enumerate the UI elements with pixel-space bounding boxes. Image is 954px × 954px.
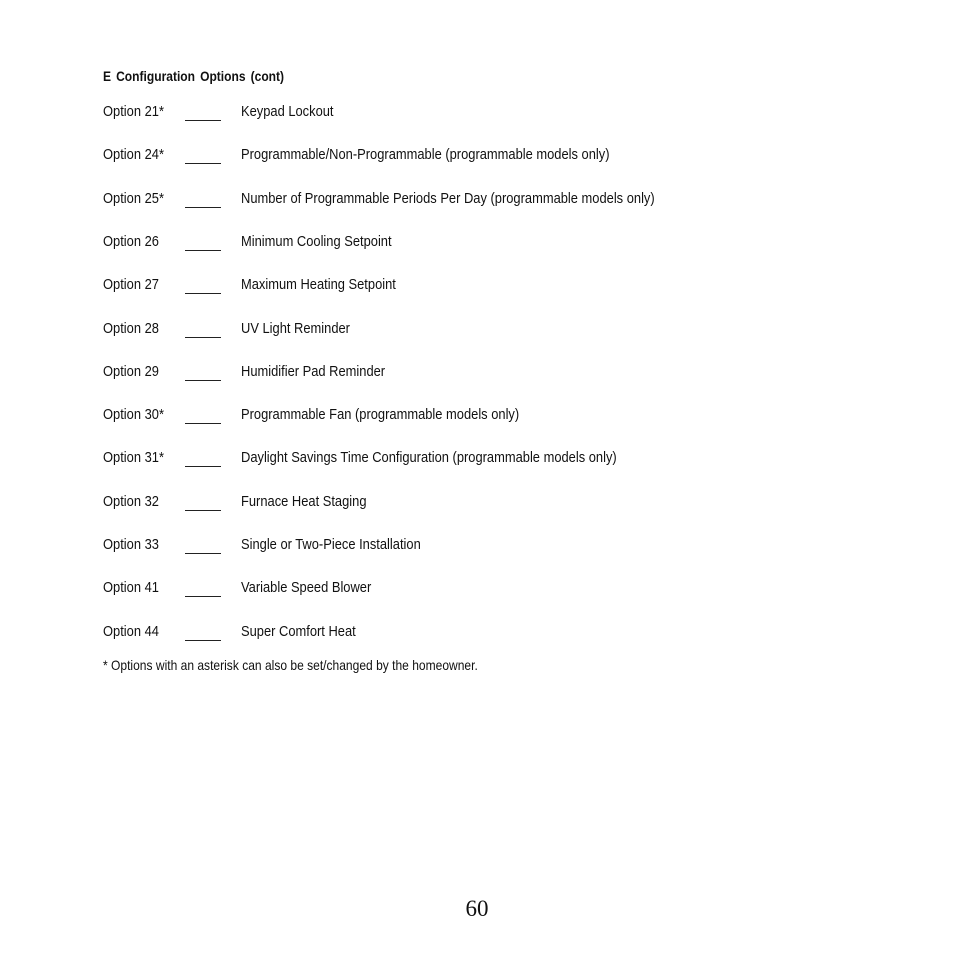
option-description: Humidifier Pad Reminder	[241, 362, 386, 380]
option-number: Option 28	[103, 319, 159, 337]
option-value-blank	[185, 250, 221, 251]
option-description: Variable Speed Blower	[241, 579, 372, 597]
option-value-blank	[185, 380, 221, 381]
option-row	[0, 493, 954, 533]
footnote: * Options with an asterisk can also be set/changed by the homeowner.	[103, 657, 478, 673]
option-description: Keypad Lockout	[241, 103, 334, 120]
option-value-blank	[185, 337, 221, 338]
option-number: Option 31*	[103, 449, 164, 467]
option-value-blank	[185, 120, 221, 121]
option-value-blank	[185, 466, 221, 467]
option-row	[0, 190, 954, 230]
option-description: Daylight Savings Time Configuration (programmable models only)	[241, 449, 617, 467]
option-description: Single or Two-Piece Installation	[241, 536, 421, 553]
option-number: Option 21*	[103, 103, 164, 120]
option-value-blank	[185, 163, 221, 164]
option-value-blank	[185, 293, 221, 294]
option-row	[0, 406, 954, 446]
option-row	[0, 103, 954, 143]
option-row	[0, 363, 954, 403]
option-description: Programmable/Non-Programmable (programmable models only)	[241, 146, 610, 164]
option-description: Number of Programmable Periods Per Day (programmable models only)	[241, 189, 655, 207]
option-number: Option 27	[103, 276, 159, 294]
option-description: Furnace Heat Staging	[241, 492, 367, 510]
option-row	[0, 276, 954, 316]
option-value-blank	[185, 423, 221, 424]
option-row	[0, 449, 954, 489]
page-title: E Configuration Options (cont)	[103, 68, 285, 84]
option-value-blank	[185, 596, 221, 597]
option-number: Option 25*	[103, 189, 164, 207]
option-row	[0, 579, 954, 619]
option-description: Programmable Fan (programmable models only)	[241, 406, 520, 424]
option-number: Option 24*	[103, 146, 164, 164]
option-row	[0, 146, 954, 186]
option-number: Option 44	[103, 622, 159, 640]
option-number: Option 26	[103, 232, 159, 250]
option-value-blank	[185, 640, 221, 641]
option-number: Option 32	[103, 492, 159, 510]
option-value-blank	[185, 207, 221, 208]
option-number: Option 41	[103, 579, 159, 597]
page-number: 60	[465, 896, 489, 921]
option-row	[0, 320, 954, 360]
option-value-blank	[185, 553, 221, 554]
option-row	[0, 536, 954, 576]
option-value-blank	[185, 510, 221, 511]
option-number: Option 30*	[103, 406, 164, 424]
option-description: Minimum Cooling Setpoint	[241, 232, 392, 250]
option-row	[0, 233, 954, 273]
option-number: Option 33	[103, 536, 159, 553]
option-description: Maximum Heating Setpoint	[241, 276, 396, 294]
option-description: Super Comfort Heat	[241, 622, 356, 640]
option-description: UV Light Reminder	[241, 319, 350, 337]
option-number: Option 29	[103, 362, 159, 380]
